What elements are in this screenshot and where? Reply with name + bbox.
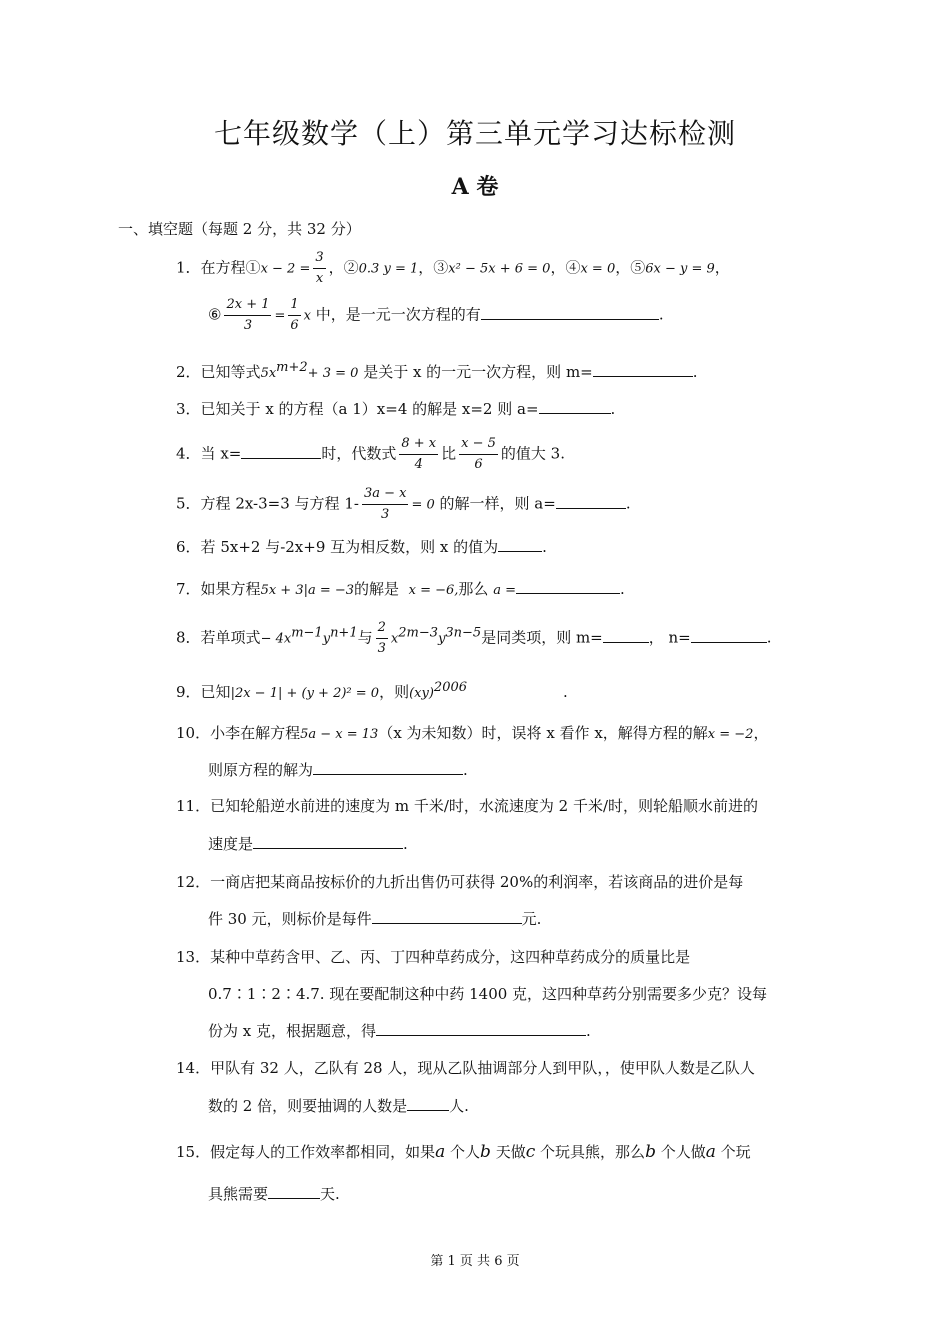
question-13-line-1: 13．某种中草药含甲、乙、丙、丁四种草药成分，这四种草药成分的质量比是 [176, 948, 691, 966]
answer-blank[interactable] [593, 362, 693, 377]
answer-blank[interactable] [253, 834, 403, 849]
answer-blank[interactable] [376, 1021, 586, 1036]
answer-blank[interactable] [481, 305, 659, 320]
question-10-line-2: 则原方程的解为 . [208, 761, 468, 779]
answer-blank[interactable] [313, 760, 463, 775]
answer-blank[interactable] [241, 444, 321, 459]
question-2: 2．已知等式$5x^{m+2}+ 3 = 0$ 是关于 x 的一元一次方程，则 m= . [176, 360, 698, 381]
question-9: 9．已知|2x − 1| + (y + 2)² = 0，则(xy)$^{2006}$ . [176, 680, 568, 701]
question-11-line-2: 速度是 . [208, 835, 408, 853]
question-7: 7．如果方程5x + 3|a = −3的解是 x = −6,那么 a = . [176, 580, 625, 598]
fraction: $\frac{3}{x}$ [315, 250, 324, 286]
question-13-line-3: 份为 x 克，根据题意，得 . [208, 1022, 591, 1040]
question-4: 4．当 x= 时，代数式 $\frac{8 + x}{4}$ 比 $\frac{x - 5}{6}$ 的值大 3. [176, 436, 565, 472]
answer-blank[interactable] [539, 399, 611, 414]
page-footer: 第 1 页 共 6 页 [430, 1254, 520, 1269]
section-heading: 一、填空题（每题 2 分，共 32 分） [118, 220, 361, 238]
question-8: 8．若单项式− $4x^{m-1}y^{n+1}$与 $\frac{2}{3}$ $x^{2m-3}y^{3n-5}$是同类项，则 m= ， n= . [176, 620, 772, 656]
question-12-line-1: 12．一商店把某商品按标价的九折出售仍可获得 20%的利润率，若该商品的进价是每 [176, 873, 744, 891]
answer-blank[interactable] [556, 494, 626, 509]
question-10-line-1: 10．小李在解方程5a − x = 13（x 为未知数）时，误将 x 看作 x，解得方程的解x = −2， [176, 724, 769, 742]
question-3: 3．已知关于 x 的方程（a 1）x=4 的解是 x=2 则 a= . [176, 400, 616, 418]
answer-blank[interactable] [268, 1184, 320, 1199]
question-12-line-2: 件 30 元，则标价是每件 元. [208, 910, 542, 928]
answer-blank[interactable] [603, 628, 649, 643]
question-6: 6．若 5x+2 与-2x+9 互为相反数，则 x 的值为 . [176, 538, 547, 556]
page-title: 七年级数学（上）第三单元学习达标检测 [213, 117, 736, 150]
question-14-line-1: 14．甲队有 32 人，乙队有 28 人，现从乙队抽调部分人到甲队，，使甲队人数是乙队人 [176, 1059, 755, 1077]
answer-blank[interactable] [516, 579, 620, 594]
answer-blank[interactable] [691, 628, 767, 643]
page-subtitle: A 卷 [451, 174, 499, 200]
question-5: 5．方程 2x-3=3 与方程 1- $\frac{3a - x}{3}$ = 0 的解一样，则 a= . [176, 486, 631, 522]
answer-blank[interactable] [498, 537, 542, 552]
answer-blank[interactable] [372, 909, 522, 924]
question-1-line-2: ⑥ $\frac{2x + 1}{3}$ = $\frac{1}{6}$ x 中，是一元一次方程的有 . [208, 297, 664, 333]
question-15-line-1: 15．假定每人的工作效率都相同，如果a 个人b 天做c 个玩具熊，那么b 个人做a 个玩 [176, 1142, 751, 1162]
answer-blank[interactable] [407, 1096, 449, 1111]
question-13-line-2: 0.7∶1∶2∶4.7. 现在要配制这种中药 1400 克，这四种草药分别需要多少克？设每 [208, 985, 768, 1003]
question-11-line-1: 11．已知轮船逆水前进的速度为 m 千米/时，水流速度为 2 千米/时，则轮船顺水前进的 [176, 797, 759, 815]
question-1-line-1: 1．在方程①x − 2 = $\frac{3}{x}$ ，②0.3 y = 1，③x² − 5x + 6 = 0，④x = 0，⑤6x − y = 9， [176, 248, 730, 289]
question-15-line-2: 具熊需要 天. [208, 1185, 340, 1203]
question-14-line-2: 数的 2 倍，则要抽调的人数是 人. [208, 1097, 469, 1115]
